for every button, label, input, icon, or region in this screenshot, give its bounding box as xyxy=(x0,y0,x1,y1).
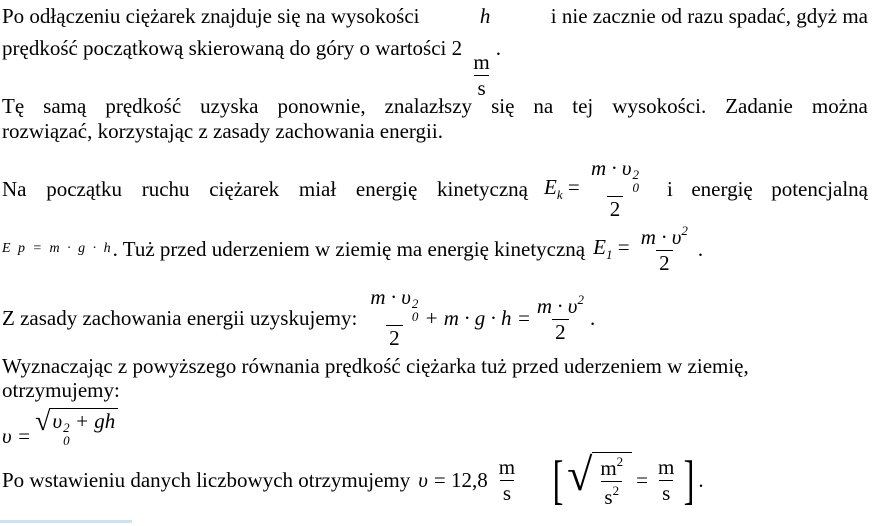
e1-formula xyxy=(593,224,694,274)
p2-word: samą xyxy=(43,94,87,118)
p5-line2: otrzymujemy: xyxy=(2,378,120,402)
p4-rhs-sup: 2 xyxy=(577,292,584,307)
left-bracket-icon: [ xyxy=(552,450,564,510)
p6-br-rden: s xyxy=(659,480,673,504)
unit-check xyxy=(549,449,698,510)
p2-word: ponownie, xyxy=(277,94,366,118)
p6-sqrt-inner xyxy=(592,452,632,508)
ek-sup: 2 xyxy=(632,167,640,182)
p4-lhs-den: 2 xyxy=(386,325,403,349)
p1-line2 xyxy=(2,38,501,99)
p6-unit-num: m xyxy=(498,454,516,479)
p2-word: na xyxy=(533,94,554,118)
p3-word: ciężarek xyxy=(209,176,280,201)
p1-end: . xyxy=(495,36,501,60)
p2-word: wysokości. xyxy=(612,94,707,118)
p1-h: h xyxy=(479,4,491,28)
p6-value: = 12,8 xyxy=(433,467,488,492)
p2-word: można xyxy=(811,94,868,118)
p4-lhs-sup: 2 xyxy=(411,296,419,311)
p4-rhs-den: 2 xyxy=(552,319,569,343)
p2-word: tej xyxy=(572,94,594,118)
p5-line1: Wyznaczając z powyższego równania prędkość ciężarka tuż przed uderzeniem w ziemię, xyxy=(2,354,749,378)
sqrt-icon: √ xyxy=(567,449,593,500)
p3-word: Na xyxy=(2,176,27,201)
e1-frac xyxy=(638,224,691,274)
p1-unit xyxy=(470,52,492,99)
p6-br-num: m xyxy=(600,456,617,480)
p6-br-rnum: m xyxy=(658,454,675,479)
p6-br-eq: = xyxy=(636,467,648,492)
p3-word: kinetyczną xyxy=(437,176,528,201)
p2-line2: rozwiązać, korzystając z zasady zachowania energii. xyxy=(2,119,443,143)
p3-word: energię xyxy=(691,176,753,201)
p3-word: energię xyxy=(355,176,418,201)
p1-text-c: prędkość początkową skierowaną do góry o wartości 2 xyxy=(2,36,463,60)
p5-rad-b: + gh xyxy=(74,409,116,433)
e1-sub: 1 xyxy=(605,246,613,262)
p4-line xyxy=(2,287,595,349)
p4-end: . xyxy=(589,305,596,330)
ek-sub: k xyxy=(556,186,563,202)
p2-word: prędkość xyxy=(105,94,182,118)
p2-word: Tę xyxy=(2,94,25,118)
p2-word: Zadanie xyxy=(725,94,793,118)
p5-rad-sup: 2 xyxy=(63,420,70,435)
e1-den: 2 xyxy=(656,250,673,274)
e1-sup: 2 xyxy=(681,223,688,238)
p4-rhs-frac xyxy=(534,293,587,343)
p6-unit-den: s xyxy=(500,480,514,504)
p6-line xyxy=(2,449,704,510)
ek-eq: = xyxy=(567,174,580,199)
p5-rad-a: υ xyxy=(52,409,63,433)
p6-text: Po wstawieniu danych liczbowych otrzymujemy xyxy=(2,467,411,492)
right-bracket-icon: ] xyxy=(683,450,695,510)
e1-num: m · υ xyxy=(640,225,682,249)
p5-rad-sub: 0 xyxy=(63,433,70,448)
p6-end: . xyxy=(698,467,704,492)
p3-word: i xyxy=(667,176,673,201)
p4-rhs-num: m · υ xyxy=(536,294,578,318)
p3-line2 xyxy=(2,224,703,274)
bottom-divider xyxy=(0,520,132,523)
p1-text-a: Po odłączeniu ciężarek znajduje się na wysokości xyxy=(2,4,420,28)
p3-end: . xyxy=(697,236,704,261)
p3-line2-text: . Tuż przed uderzeniem w ziemię ma energię kinetyczną xyxy=(112,236,586,261)
p4-lhs-frac xyxy=(367,287,421,349)
ek-num: m · υ xyxy=(590,156,632,180)
ep-formula: E p = m · g · h xyxy=(2,241,113,256)
p3-tail xyxy=(667,176,868,201)
p2-word: uzyska xyxy=(200,94,259,118)
p2-word: znalazłszy xyxy=(384,94,473,118)
p1-unit-num: m xyxy=(473,50,490,74)
p6-br-rfrac xyxy=(655,454,677,505)
p3-line1 xyxy=(2,158,868,220)
p3-word: miał xyxy=(298,176,337,201)
p3-words xyxy=(2,176,528,201)
p1-text-b: i nie zacznie od razu spadać, gdyż ma xyxy=(550,4,868,28)
p6-v: υ xyxy=(418,467,428,492)
e1-eq: = xyxy=(617,234,630,259)
p6-sqrt-frac xyxy=(597,455,626,508)
p5-v: υ = xyxy=(2,424,32,448)
p4-mid: + m · g · h = xyxy=(424,305,531,330)
p2-line1 xyxy=(2,96,868,117)
p6-unit xyxy=(496,454,518,505)
p2-word: się xyxy=(491,94,515,118)
p4-lhs-sub: 0 xyxy=(411,309,419,324)
p6-br-num-sup: 2 xyxy=(616,454,624,469)
p4-lhs-num: m · υ xyxy=(370,285,411,309)
p3-word: potencjalną xyxy=(771,176,868,201)
p4-text: Z zasady zachowania energii uzyskujemy: xyxy=(2,305,358,330)
ek-formula xyxy=(544,158,645,220)
e1-symbol: E xyxy=(593,234,606,259)
p3-word: początku xyxy=(46,176,122,201)
ek-symbol: E xyxy=(544,174,557,199)
p1-line1 xyxy=(2,6,868,27)
ek-subzero: 0 xyxy=(632,180,640,195)
p5-formula xyxy=(2,408,118,447)
p6-br-den-sup: 2 xyxy=(612,483,620,498)
ek-frac xyxy=(588,158,642,220)
p1-unit-den: s xyxy=(474,75,488,99)
sqrt-icon: √ xyxy=(35,406,51,437)
p5-sqrt xyxy=(35,408,118,447)
p3-word: ruchu xyxy=(141,176,190,201)
ek-den: 2 xyxy=(607,196,624,220)
p6-br-den: s xyxy=(604,485,613,509)
p6-sqrt xyxy=(567,449,632,509)
